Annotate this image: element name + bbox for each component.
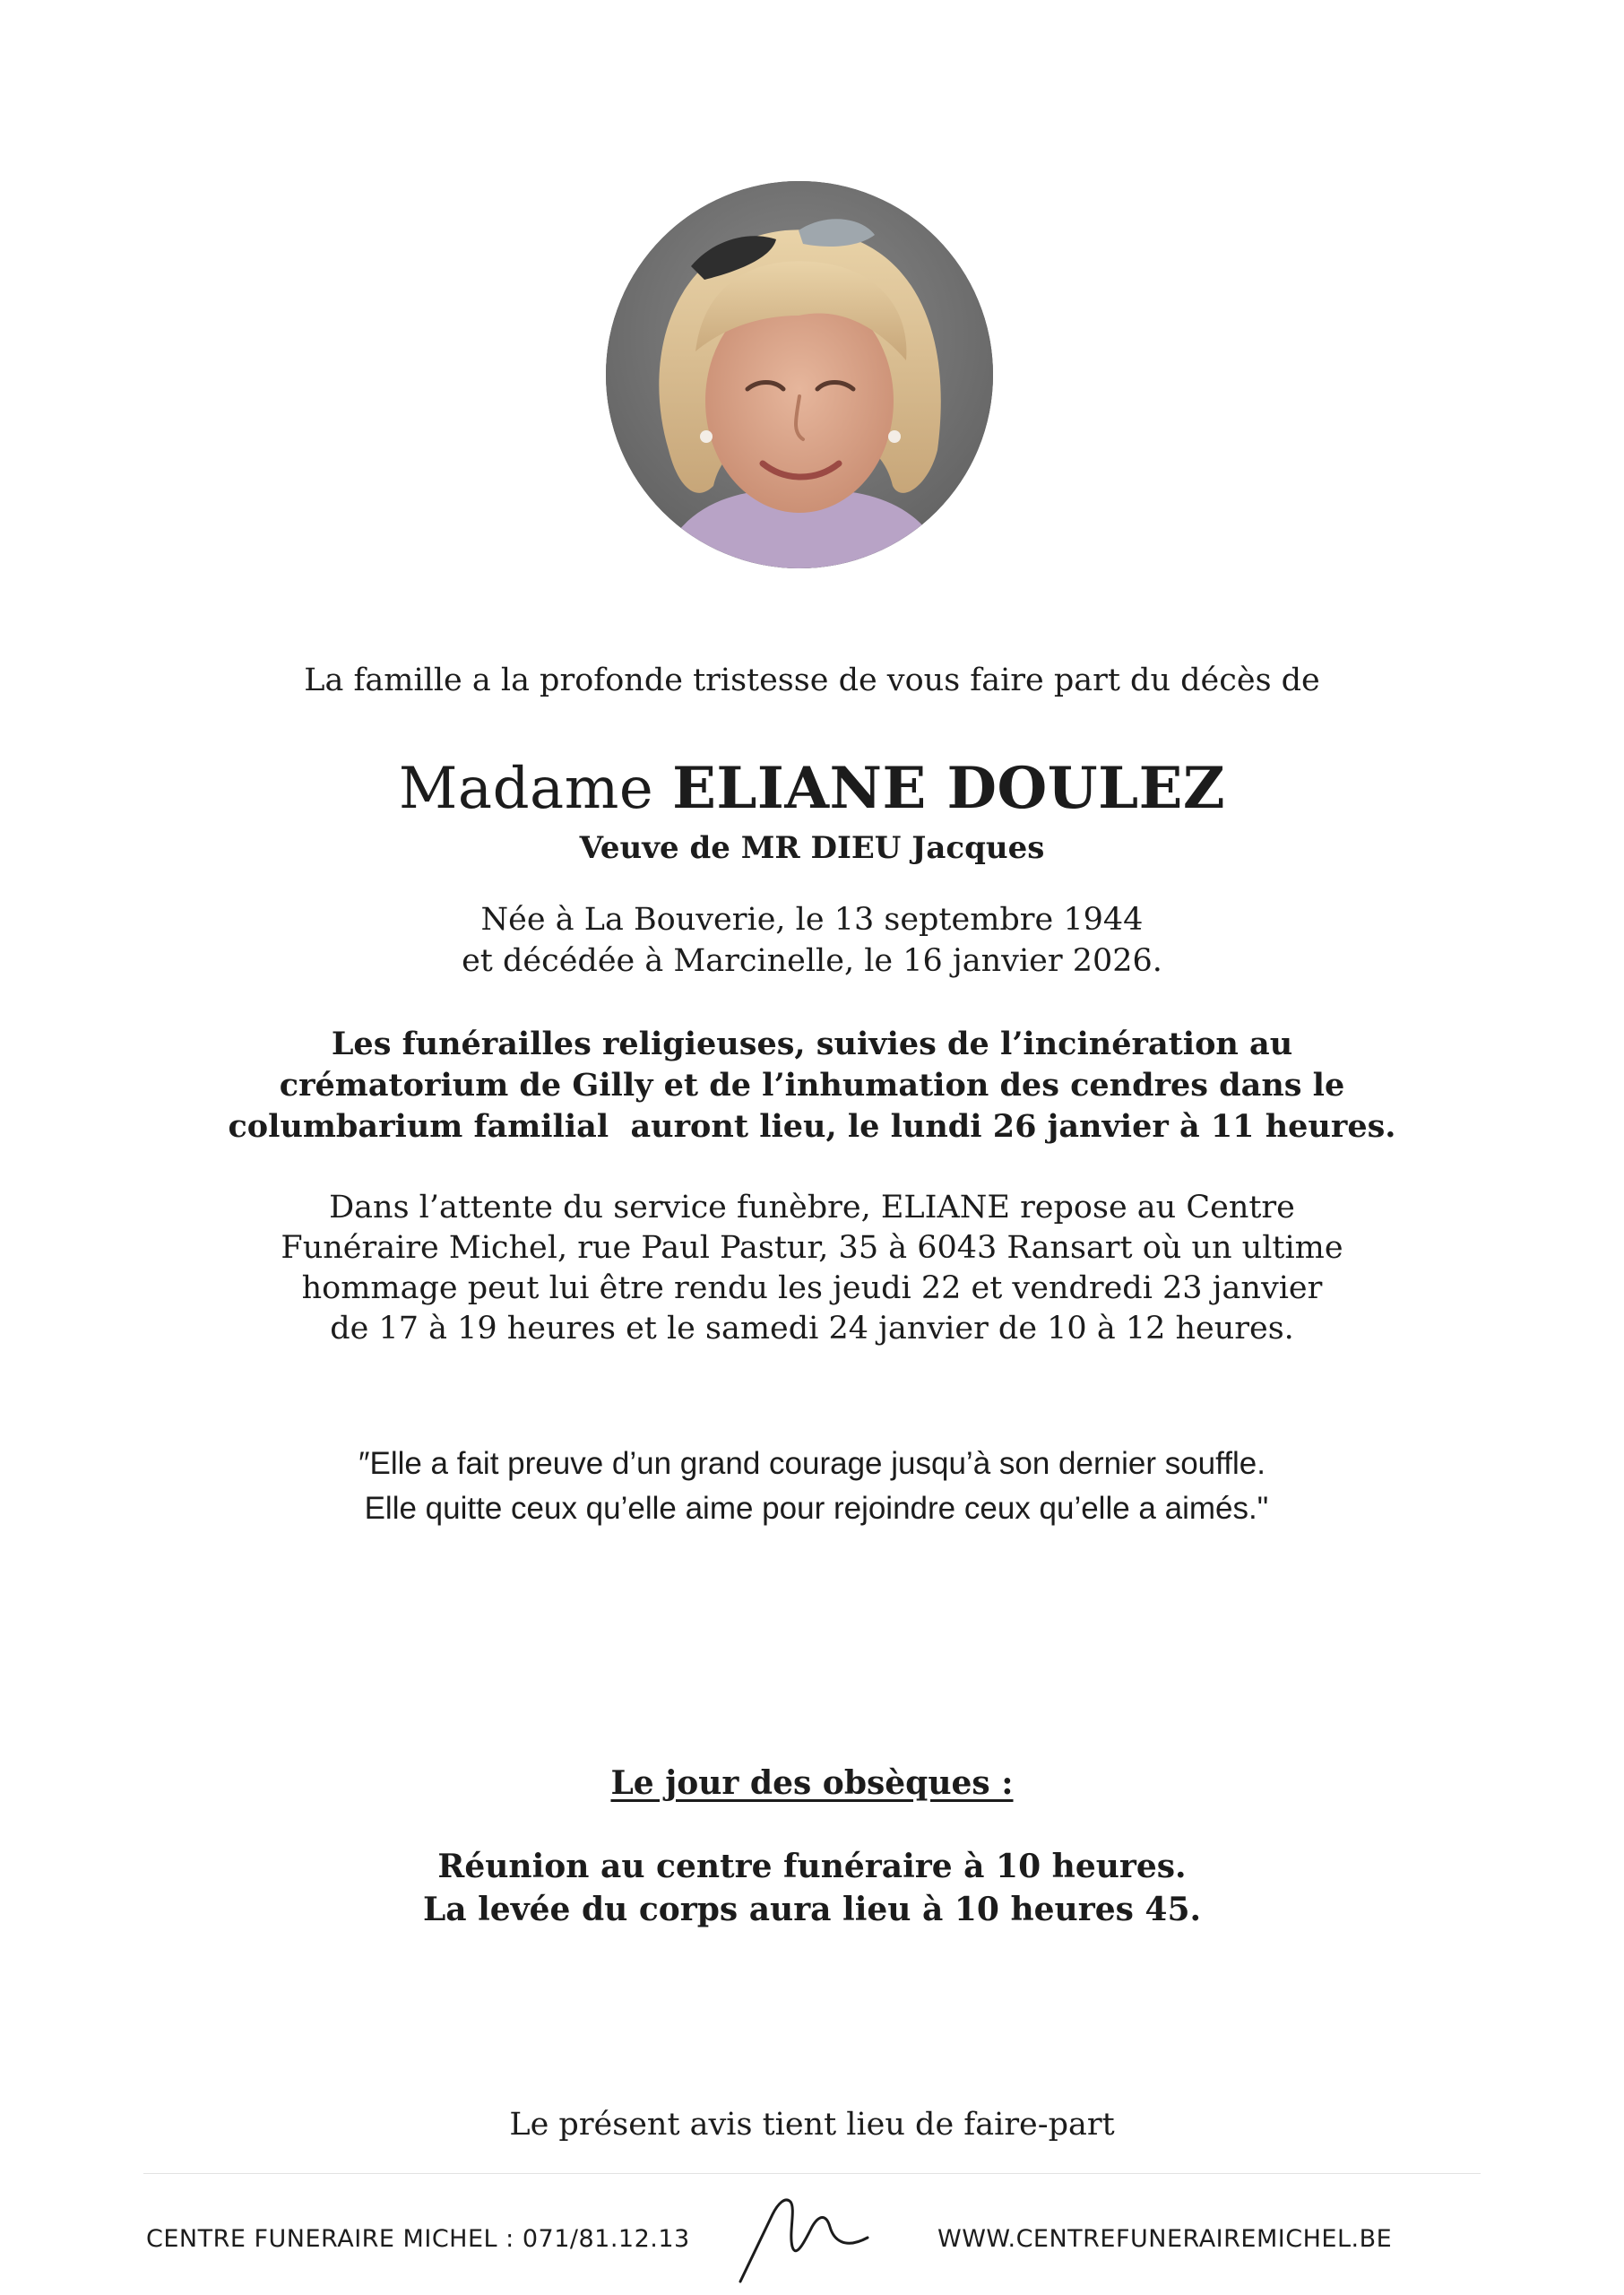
funeral-announcement bbox=[0, 1024, 1624, 1148]
footer-website[interactable]: WWW.CENTREFUNERAIREMICHEL.BE bbox=[937, 2225, 1393, 2253]
full-name: ELIANE DOULEZ bbox=[672, 755, 1226, 822]
portrait-illustration bbox=[606, 181, 993, 568]
visitation-line: Dans l’attente du service funèbre, ELIANE repose au Centre bbox=[329, 1190, 1295, 1225]
death-line: et décédée à Marcinelle, le 16 janvier 2026. bbox=[462, 943, 1162, 979]
widow-of: Veuve de MR DIEU Jacques bbox=[579, 830, 1045, 866]
departure-time: La levée du corps aura lieu à 10 heures 45. bbox=[422, 1891, 1202, 1928]
day-heading-text: Le jour des obsèques : bbox=[610, 1764, 1014, 1802]
visitation-line: Funéraire Michel, rue Paul Pastur, 35 à 6043 Ransart où un ultime bbox=[281, 1230, 1343, 1266]
intro-text: La famille a la profonde tristesse de vous faire part du décès de bbox=[304, 663, 1320, 698]
funeral-line: Les funérailles religieuses, suivies de l’incinération au bbox=[331, 1026, 1293, 1062]
quote-line: ″Elle a fait preuve d’un grand courage jusqu’à son dernier souffle. bbox=[358, 1446, 1266, 1481]
day-of-funeral-heading bbox=[0, 1762, 1624, 1805]
visitation-line: hommage peut lui être rendu les jeudi 22 et vendredi 23 janvier bbox=[301, 1270, 1323, 1306]
notice-text: Le présent avis tient lieu de faire-part bbox=[509, 2107, 1115, 2143]
birth-line: Née à La Bouverie, le 13 septembre 1944 bbox=[480, 902, 1144, 938]
footer-divider bbox=[143, 2173, 1481, 2174]
funeral-line: columbarium familial auront lieu, le lundi 26 janvier à 11 heures. bbox=[228, 1108, 1396, 1145]
meeting-time: Réunion au centre funéraire à 10 heures. bbox=[437, 1848, 1187, 1885]
birth-death-dates bbox=[0, 899, 1624, 982]
visitation-info bbox=[0, 1188, 1624, 1349]
footer-contact: CENTRE FUNERAIRE MICHEL : 071/81.12.13 bbox=[146, 2225, 690, 2253]
deceased-name bbox=[0, 751, 1624, 827]
day-of-funeral-details bbox=[0, 1845, 1624, 1931]
portrait-photo bbox=[606, 181, 993, 568]
honorific: Madame bbox=[398, 756, 654, 822]
visitation-line: de 17 à 19 heures et le samedi 24 janvier de 10 à 12 heures. bbox=[330, 1311, 1294, 1347]
funeral-line: crématorium de Gilly et de l’inhumation des cendres dans le bbox=[279, 1067, 1345, 1104]
signature-logo-icon bbox=[733, 2187, 877, 2286]
memorial-quote bbox=[0, 1442, 1624, 1531]
quote-line: Elle quitte ceux qu’elle aime pour rejoindre ceux qu’elle a aimés." bbox=[355, 1491, 1269, 1526]
